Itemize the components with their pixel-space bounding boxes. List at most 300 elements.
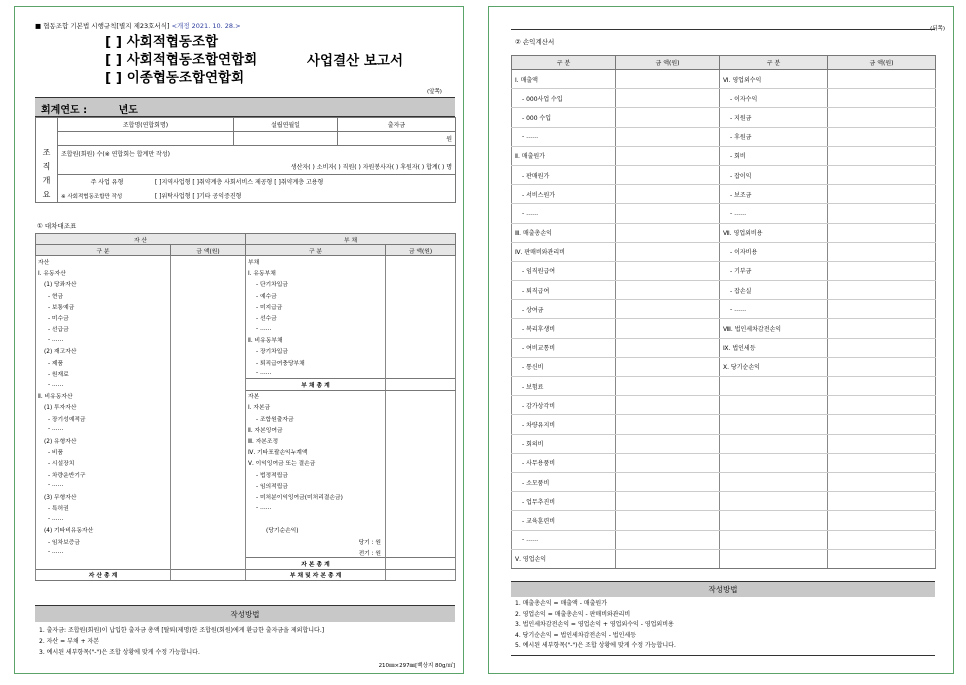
liability-amount-cell[interactable] — [386, 513, 456, 524]
established-date-field[interactable] — [234, 132, 338, 146]
liability-amount-cell[interactable] — [386, 289, 456, 300]
is-amount-right[interactable] — [828, 261, 936, 280]
is-amount-right[interactable] — [828, 70, 936, 89]
liability-item: - 미지급금 — [246, 301, 386, 312]
asset-amount-cell[interactable] — [171, 323, 246, 334]
form-page-back — [488, 6, 954, 674]
method-item: 3. 예시된 세부항목("-")은 조합 상황에 맞게 수정 가능합니다. — [39, 649, 200, 656]
liability-item: 부채 — [246, 256, 386, 267]
total-assets-amount[interactable] — [171, 569, 246, 580]
is-item-right: - …… — [720, 204, 828, 223]
liability-item: - 장기차입금 — [246, 345, 386, 356]
method-title: 작성방법 — [511, 581, 935, 597]
liability-amount-cell[interactable] — [386, 345, 456, 356]
is-item-left: - 판매원가 — [512, 165, 616, 184]
is-amount-left[interactable] — [616, 338, 720, 357]
asset-amount-cell[interactable] — [171, 267, 246, 278]
is-amount-left[interactable] — [616, 453, 720, 472]
col-org-name: 조합명(연합회명) — [58, 118, 234, 132]
liability-item: Ⅴ. 이익잉여금 또는 결손금 — [246, 457, 386, 468]
method-list — [39, 625, 459, 658]
is-amount-left[interactable] — [616, 511, 720, 530]
is-amount-right[interactable] — [828, 377, 936, 396]
is-item-left: - 여비교통비 — [512, 338, 616, 357]
liability-item: 자 본 총 계 — [246, 558, 386, 569]
liability-item: 부 채 총 계 — [246, 379, 386, 390]
fiscal-year-label: 회계연도 : — [41, 105, 88, 116]
liability-amount-cell[interactable] — [386, 457, 456, 468]
liab-item-header: 구 분 — [246, 245, 386, 256]
asset-item: - …… — [36, 547, 171, 558]
is-amount-right[interactable] — [828, 89, 936, 108]
balance-sheet-row — [36, 379, 456, 390]
liability-amount-cell[interactable] — [386, 435, 456, 446]
balance-sheet-title: ① 대차대조표 — [37, 222, 77, 230]
asset-amount-cell[interactable] — [171, 457, 246, 468]
is-amount-right[interactable] — [828, 108, 936, 127]
liability-amount-cell[interactable] — [386, 256, 456, 267]
is-amount-right[interactable] — [828, 396, 936, 415]
liability-amount-cell[interactable] — [386, 502, 456, 513]
is-item-right: - 후원금 — [720, 127, 828, 146]
income-statement-row — [512, 185, 936, 204]
is-amount-right[interactable] — [828, 223, 936, 242]
income-statement-row — [512, 281, 936, 300]
method-item: 2. 영업손익 = 매출총손익 - 판매비와관리비 — [515, 610, 631, 618]
is-item-right: Ⅸ. 법인세등 — [720, 338, 828, 357]
title-option-social-coop-federation: [ ] 사회적협동조합연합회 — [105, 52, 258, 68]
is-item-right — [720, 377, 828, 396]
is-item-right — [720, 472, 828, 491]
liability-amount-cell[interactable] — [386, 379, 456, 390]
balance-sheet-row — [36, 513, 456, 524]
asset-item: (2) 유형자산 — [36, 435, 171, 446]
asset-item: - 미수금 — [36, 312, 171, 323]
method-item: 5. 예시된 세부항목("-")은 조합 상황에 맞게 수정 가능합니다. — [515, 642, 676, 649]
is-item-left: Ⅲ. 매출총손익 — [512, 223, 616, 242]
page-side-note: (뒤쪽) — [930, 26, 945, 32]
asset-item: - 보통예금 — [36, 301, 171, 312]
biz-type-options-2[interactable]: [ ]위탁사업형 [ ]기타 공익증진형 — [154, 192, 242, 200]
is-item-left: - …… — [512, 204, 616, 223]
liability-item: - 예수금 — [246, 289, 386, 300]
org-overview-side-label: 조직 개요 — [36, 118, 58, 203]
income-statement-table — [511, 55, 936, 569]
liability-amount-cell[interactable] — [386, 558, 456, 569]
is-amount-left[interactable] — [616, 223, 720, 242]
balance-sheet-row — [36, 468, 456, 479]
asset-item: Ⅰ. 유동자산 — [36, 267, 171, 278]
is-amount-right[interactable] — [828, 165, 936, 184]
liability-amount-cell[interactable] — [386, 357, 456, 368]
liability-item: - 조합원출자금 — [246, 413, 386, 424]
balance-sheet-row — [36, 357, 456, 368]
won-unit: 원 — [446, 136, 452, 144]
is-amount-left[interactable] — [616, 415, 720, 434]
asset-item: - 특허권 — [36, 502, 171, 513]
income-statement-row — [512, 108, 936, 127]
is-amount-left[interactable] — [616, 165, 720, 184]
is-item-left: - 차량유지비 — [512, 415, 616, 434]
asset-amount-cell[interactable] — [171, 524, 246, 535]
balance-sheet-table — [35, 233, 456, 581]
col-capital: 출자금 — [338, 118, 456, 132]
is-item-right: - 잡손실 — [720, 281, 828, 300]
liability-amount-cell[interactable] — [386, 524, 456, 535]
is-amount-right[interactable] — [828, 549, 936, 568]
balance-sheet-row — [36, 301, 456, 312]
liability-item: - 선수금 — [246, 312, 386, 323]
liability-item: - 법정적립금 — [246, 468, 386, 479]
is-amount-right[interactable] — [828, 434, 936, 453]
asset-amount-cell[interactable] — [171, 424, 246, 435]
liability-item: - …… — [246, 502, 386, 513]
method-item: 1. 매출총손익 = 매출액 - 매출원가 — [515, 600, 608, 607]
title-option-hetero-coop-federation: [ ] 이종협동조합연합회 — [105, 70, 245, 86]
balance-sheet-row — [36, 547, 456, 558]
asset-amount-cell[interactable] — [171, 278, 246, 289]
income-statement-row — [512, 89, 936, 108]
liability-item: Ⅰ. 유동부채 — [246, 267, 386, 278]
is-item-left: - 보험료 — [512, 377, 616, 396]
asset-item: (4) 기타비유동자산 — [36, 524, 171, 535]
liability-amount-cell[interactable] — [386, 390, 456, 401]
balance-sheet-row — [36, 435, 456, 446]
is-amount-left[interactable] — [616, 185, 720, 204]
is-amount-right[interactable] — [828, 530, 936, 549]
capital-field[interactable] — [338, 132, 456, 146]
is-amount-left[interactable] — [616, 319, 720, 338]
liability-item: 자본 — [246, 390, 386, 401]
income-statement-row — [512, 242, 936, 261]
fiscal-year-bar — [35, 97, 455, 117]
liability-amount-cell[interactable] — [386, 301, 456, 312]
is-item-right — [720, 396, 828, 415]
is-item-left: - 퇴직급여 — [512, 281, 616, 300]
asset-item: - 차량운반기구 — [36, 468, 171, 479]
asset-item: - 현금 — [36, 289, 171, 300]
is-item-left: Ⅰ. 매출액 — [512, 70, 616, 89]
liability-amount-cell[interactable] — [386, 413, 456, 424]
balance-sheet-row — [36, 457, 456, 468]
asset-amount-cell[interactable] — [171, 357, 246, 368]
is-item-right — [720, 530, 828, 549]
is-amount-right[interactable] — [828, 472, 936, 491]
is-amount-left[interactable] — [616, 300, 720, 319]
asset-item: - 제품 — [36, 357, 171, 368]
form-title — [105, 33, 403, 87]
income-statement-row — [512, 300, 936, 319]
income-statement-row — [512, 127, 936, 146]
is-item-right — [720, 453, 828, 472]
is-item-left: Ⅳ. 판매비와관리비 — [512, 242, 616, 261]
is-amount-header-right: 금 액(원) — [828, 56, 936, 70]
asset-amount-cell[interactable] — [171, 256, 246, 267]
is-amount-right[interactable] — [828, 453, 936, 472]
is-amount-left[interactable] — [616, 357, 720, 376]
asset-amount-cell[interactable] — [171, 345, 246, 356]
asset-item: (1) 투자자산 — [36, 401, 171, 412]
liability-amount-cell[interactable] — [386, 536, 456, 547]
liability-item: - …… — [246, 368, 386, 379]
is-amount-left[interactable] — [616, 261, 720, 280]
liability-item: - 미처분이익잉여금(미처리결손금) — [246, 491, 386, 502]
is-item-left: - 통신비 — [512, 357, 616, 376]
balance-sheet-row — [36, 278, 456, 289]
org-name-field[interactable] — [58, 132, 234, 146]
is-amount-left[interactable] — [616, 492, 720, 511]
method-item: 3. 법인세차감전손익 = 영업손익 + 영업외수익 - 영업외비용 — [515, 621, 674, 628]
income-statement-row — [512, 70, 936, 89]
is-amount-right[interactable] — [828, 415, 936, 434]
biz-type-options-1[interactable]: [ ]지역사업형 [ ]취약계층 사회서비스 제공형 [ ]취약계층 고용형 — [154, 178, 324, 186]
balance-sheet-row — [36, 480, 456, 491]
asset-amount-cell[interactable] — [171, 558, 246, 569]
income-statement-row — [512, 549, 936, 568]
asset-amount-cell[interactable] — [171, 435, 246, 446]
is-item-left: - 업무추진비 — [512, 492, 616, 511]
balance-sheet-row — [36, 446, 456, 457]
income-statement-row — [512, 377, 936, 396]
liability-amount-cell[interactable] — [386, 480, 456, 491]
assets-amount-header: 금 액(원) — [171, 245, 246, 256]
revision-date: <개정 2021. 10. 28.> — [171, 22, 241, 30]
income-statement-row — [512, 434, 936, 453]
method-list — [515, 599, 935, 652]
is-amount-right[interactable] — [828, 185, 936, 204]
is-item-left: Ⅱ. 매출원가 — [512, 146, 616, 165]
income-statement-row — [512, 223, 936, 242]
is-item-left: - 소모품비 — [512, 472, 616, 491]
asset-item: - …… — [36, 513, 171, 524]
asset-item: - …… — [36, 480, 171, 491]
is-item-right: - 보조금 — [720, 185, 828, 204]
is-amount-left[interactable] — [616, 396, 720, 415]
income-statement-row — [512, 319, 936, 338]
balance-sheet-row — [36, 413, 456, 424]
is-item-right: - 지원금 — [720, 108, 828, 127]
is-amount-right[interactable] — [828, 204, 936, 223]
is-amount-left[interactable] — [616, 549, 720, 568]
is-amount-left[interactable] — [616, 89, 720, 108]
balance-sheet-row — [36, 256, 456, 267]
liability-amount-cell[interactable] — [386, 468, 456, 479]
is-amount-left[interactable] — [616, 242, 720, 261]
is-amount-right[interactable] — [828, 357, 936, 376]
asset-amount-cell[interactable] — [171, 468, 246, 479]
is-amount-left[interactable] — [616, 204, 720, 223]
balance-sheet-row — [36, 334, 456, 345]
is-item-left: - 감가상각비 — [512, 396, 616, 415]
liability-amount-cell[interactable] — [386, 312, 456, 323]
is-amount-right[interactable] — [828, 146, 936, 165]
is-item-left: - 서비스원가 — [512, 185, 616, 204]
liability-amount-cell[interactable] — [386, 424, 456, 435]
balance-sheet-row — [36, 368, 456, 379]
is-amount-left[interactable] — [616, 108, 720, 127]
asset-amount-cell[interactable] — [171, 491, 246, 502]
asset-item: - …… — [36, 424, 171, 435]
is-item-header-left: 구 분 — [512, 56, 616, 70]
liability-item: - 단기차입금 — [246, 278, 386, 289]
is-item-right: - 잡이익 — [720, 165, 828, 184]
is-amount-right[interactable] — [828, 281, 936, 300]
is-item-left: - 상여금 — [512, 300, 616, 319]
asset-amount-cell[interactable] — [171, 289, 246, 300]
is-amount-right[interactable] — [828, 338, 936, 357]
is-item-left: - 회의비 — [512, 434, 616, 453]
asset-item: - …… — [36, 379, 171, 390]
is-item-left: - 000 수입 — [512, 108, 616, 127]
is-item-right: - …… — [720, 300, 828, 319]
is-item-left: - 임직원급여 — [512, 261, 616, 280]
is-item-right — [720, 415, 828, 434]
asset-item: - 비품 — [36, 446, 171, 457]
liability-item: - …… — [246, 323, 386, 334]
is-item-left: - 000사업 수입 — [512, 89, 616, 108]
liability-amount-cell[interactable] — [386, 547, 456, 558]
method-item: 4. 당기순손익 = 법인세차감전손익 - 법인세등 — [515, 631, 636, 639]
balance-sheet-row — [36, 502, 456, 513]
asset-item: - 원재료 — [36, 368, 171, 379]
income-statement-row — [512, 146, 936, 165]
org-overview-table — [35, 117, 456, 203]
assets-item-header: 구 분 — [36, 245, 171, 256]
is-amount-left[interactable] — [616, 530, 720, 549]
is-amount-right[interactable] — [828, 492, 936, 511]
income-statement-row — [512, 472, 936, 491]
is-item-right: - 기부금 — [720, 261, 828, 280]
liability-item: (당기순손익) — [246, 524, 386, 535]
is-item-right: - 이자수익 — [720, 89, 828, 108]
balance-sheet-row — [36, 267, 456, 278]
income-statement-row — [512, 530, 936, 549]
asset-item: (3) 무형자산 — [36, 491, 171, 502]
liability-amount-cell[interactable] — [386, 278, 456, 289]
is-amount-left[interactable] — [616, 70, 720, 89]
asset-amount-cell[interactable] — [171, 334, 246, 345]
method-item: 2. 자산 = 부채 + 자본 — [39, 638, 100, 645]
income-statement-row — [512, 511, 936, 530]
biz-type-row — [58, 174, 456, 188]
liability-item: 당기 : 원 — [246, 536, 386, 547]
balance-sheet-row — [36, 491, 456, 502]
is-item-left: - 복리후생비 — [512, 319, 616, 338]
liability-amount-cell[interactable] — [386, 267, 456, 278]
balance-sheet-row — [36, 390, 456, 401]
asset-item: 자산 — [36, 256, 171, 267]
asset-amount-cell[interactable] — [171, 390, 246, 401]
biz-type-label: 주 사업 유형 — [90, 178, 124, 186]
liability-item: Ⅱ. 자본잉여금 — [246, 424, 386, 435]
asset-amount-cell[interactable] — [171, 379, 246, 390]
income-statement-row — [512, 415, 936, 434]
liability-item: - 임의적립금 — [246, 480, 386, 491]
asset-amount-cell[interactable] — [171, 513, 246, 524]
is-item-right: - 이자비용 — [720, 242, 828, 261]
title-option-social-coop: [ ] 사회적협동조합 — [105, 34, 219, 50]
is-amount-right[interactable] — [828, 319, 936, 338]
balance-sheet-row — [36, 558, 456, 569]
is-amount-right[interactable] — [828, 511, 936, 530]
is-amount-right[interactable] — [828, 127, 936, 146]
is-amount-left[interactable] — [616, 146, 720, 165]
asset-amount-cell[interactable] — [171, 536, 246, 547]
form-header-note — [35, 21, 241, 30]
liability-item: Ⅱ. 비유동부채 — [246, 334, 386, 345]
asset-amount-cell[interactable] — [171, 446, 246, 457]
is-item-right: Ⅵ. 영업외수익 — [720, 70, 828, 89]
members-detail[interactable]: 생산자( ) 소비자( ) 직원( ) 자원봉사자( ) 후원자( ) 합계( ) 명 — [58, 160, 456, 174]
income-statement-row — [512, 165, 936, 184]
balance-sheet-row — [36, 536, 456, 547]
liability-amount-cell[interactable] — [386, 323, 456, 334]
fiscal-year-suffix: 년도 — [118, 105, 138, 116]
liability-amount-cell[interactable] — [386, 491, 456, 502]
is-amount-left[interactable] — [616, 434, 720, 453]
balance-sheet-row — [36, 323, 456, 334]
liability-item: Ⅰ. 자본금 — [246, 401, 386, 412]
asset-item: (2) 재고자산 — [36, 345, 171, 356]
asset-amount-cell[interactable] — [171, 547, 246, 558]
income-statement-row — [512, 492, 936, 511]
asset-amount-cell[interactable] — [171, 480, 246, 491]
is-amount-left[interactable] — [616, 127, 720, 146]
total-assets-label: 자 산 총 계 — [36, 569, 171, 580]
asset-amount-cell[interactable] — [171, 312, 246, 323]
is-amount-right[interactable] — [828, 300, 936, 319]
asset-amount-cell[interactable] — [171, 502, 246, 513]
liability-amount-cell[interactable] — [386, 334, 456, 345]
is-amount-left[interactable] — [616, 377, 720, 396]
liability-amount-cell[interactable] — [386, 446, 456, 457]
is-amount-left[interactable] — [616, 281, 720, 300]
liability-amount-cell[interactable] — [386, 368, 456, 379]
is-item-right: Ⅶ. 영업외비용 — [720, 223, 828, 242]
balance-sheet-row — [36, 524, 456, 535]
total-liab-equity-amount[interactable] — [386, 569, 456, 580]
is-amount-header-left: 금 액(원) — [616, 56, 720, 70]
is-item-right — [720, 434, 828, 453]
biz-type-note: ※ 사회적협동조합만 작성 — [61, 193, 123, 200]
asset-amount-cell[interactable] — [171, 413, 246, 424]
liability-item: Ⅳ. 기타포괄손익누계액 — [246, 446, 386, 457]
is-item-right: Ⅷ. 법인세차감전손익 — [720, 319, 828, 338]
method-title: 작성방법 — [35, 605, 455, 622]
balance-sheet-row — [36, 424, 456, 435]
balance-sheet-row — [36, 345, 456, 356]
asset-item: - …… — [36, 334, 171, 345]
asset-amount-cell[interactable] — [171, 301, 246, 312]
is-amount-right[interactable] — [828, 242, 936, 261]
asset-item: - 선급금 — [36, 323, 171, 334]
liability-amount-cell[interactable] — [386, 401, 456, 412]
page-side-note: (앞쪽) — [427, 89, 442, 95]
is-item-right — [720, 549, 828, 568]
income-statement-row — [512, 357, 936, 376]
asset-item: (1) 당좌자산 — [36, 278, 171, 289]
is-item-right — [720, 492, 828, 511]
asset-amount-cell[interactable] — [171, 401, 246, 412]
is-amount-left[interactable] — [616, 472, 720, 491]
is-item-left: - 사무용품비 — [512, 453, 616, 472]
asset-item: Ⅱ. 비유동자산 — [36, 390, 171, 401]
asset-item: - 임차보증금 — [36, 536, 171, 547]
biz-type-row-2 — [58, 188, 456, 202]
method-item: 1. 출자금: 조합원(회원)이 납입한 출자금 총액 [탈퇴(제명)한 조합원(회원)에게 환급한 출자금을 제외합니다.] — [39, 627, 325, 634]
asset-amount-cell[interactable] — [171, 368, 246, 379]
liab-amount-header: 금 액(원) — [386, 245, 456, 256]
